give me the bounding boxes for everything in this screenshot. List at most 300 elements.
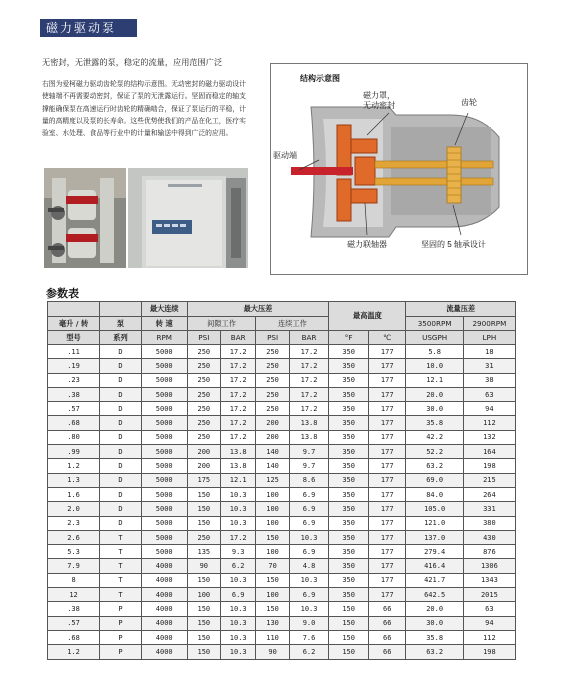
cell-gap-psi: 150 [187,630,220,644]
cell-cont-bar: 13.8 [289,416,329,430]
label-no-seal: 无动密封 [363,101,395,110]
cell-gap-bar: 13.8 [220,459,255,473]
cell-gap-psi: 200 [187,459,220,473]
header-gap-work: 间隙工作 [187,317,256,331]
cell-rpm: 5000 [141,487,187,501]
cell-flow-usgph: 35.8 [406,416,463,430]
table-row [48,602,516,616]
cell-flow-usgph: 63.2 [406,459,463,473]
cell-flow-lph: 331 [463,502,515,516]
cell-flow-usgph: 42.2 [406,430,463,444]
table-row [48,545,516,559]
cell-cont-psi: 70 [256,559,289,573]
cell-gap-bar: 10.3 [220,645,255,659]
cell-rpm: 4000 [141,588,187,602]
cell-cont-psi: 140 [256,459,289,473]
cell-model: 7.9 [48,559,100,573]
header-max-pressure: 最大压差 [187,302,329,317]
cell-cont-bar: 10.3 [289,602,329,616]
cell-flow-lph: 132 [463,430,515,444]
cell-temp-c: 177 [368,573,406,587]
cell-gap-bar: 10.3 [220,573,255,587]
cell-model: 1.2 [48,645,100,659]
table-row [48,345,516,359]
intro-paragraph: 右图为爱柯磁力驱动齿轮泵的结构示意图。无动密封的磁力驱动设计使轴端不再需要动密封，保证了泵的无泄露运行。坚固而稳定的轴支撑能确保泵在高速运行时齿轮的精确啮合，保证了泵运行的平稳，计量的高精度以及泵的长寿命。这些优势使我们的产品在化工，医疗实验室、水处理、食品等行业中的计量和输送中得到广泛的应用。 [42,80,246,138]
cell-gap-bar: 6.9 [220,588,255,602]
header-psi-2: PSI [256,331,289,345]
cell-rpm: 5000 [141,359,187,373]
cell-flow-usgph: 69.0 [406,473,463,487]
cell-cont-psi: 140 [256,445,289,459]
cell-temp-c: 177 [368,559,406,573]
cell-gap-psi: 135 [187,545,220,559]
cell-flow-lph: 94 [463,616,515,630]
cell-series: T [100,530,142,544]
cell-cont-psi: 100 [256,588,289,602]
cell-temp-c: 177 [368,530,406,544]
cell-gap-psi: 100 [187,588,220,602]
cell-flow-lph: 112 [463,416,515,430]
table-row [48,416,516,430]
cell-gap-bar: 17.2 [220,416,255,430]
cell-temp-c: 177 [368,516,406,530]
table-row [48,645,516,659]
cell-flow-usgph: 12.1 [406,373,463,387]
header-empty-1 [48,302,100,317]
table-row [48,573,516,587]
cell-gap-bar: 17.2 [220,373,255,387]
cell-cont-psi: 130 [256,616,289,630]
cell-model: .38 [48,387,100,401]
cell-temp-f: 350 [329,516,369,530]
cell-cont-bar: 9.7 [289,459,329,473]
cell-series: P [100,630,142,644]
table-row [48,387,516,401]
cell-model: .68 [48,416,100,430]
cell-gap-bar: 17.2 [220,387,255,401]
header-max-temp: 最高温度 [329,302,406,331]
cell-gap-psi: 250 [187,430,220,444]
cell-series: D [100,487,142,501]
cell-model: .57 [48,402,100,416]
cell-rpm: 4000 [141,630,187,644]
cell-gap-bar: 17.2 [220,530,255,544]
cell-flow-lph: 63 [463,602,515,616]
cell-rpm: 5000 [141,502,187,516]
cell-cont-bar: 6.9 [289,516,329,530]
cell-flow-lph: 38 [463,373,515,387]
cell-series: T [100,559,142,573]
cell-series: D [100,473,142,487]
cell-flow-usgph: 30.0 [406,402,463,416]
cell-cont-bar: 7.6 [289,630,329,644]
cell-temp-f: 350 [329,487,369,501]
cell-flow-usgph: 10.0 [406,359,463,373]
header-bar-2: BAR [289,331,329,345]
cell-model: 12 [48,588,100,602]
cell-model: .38 [48,602,100,616]
label-bearing-design: 坚固的 5 轴承设计 [421,240,486,249]
header-psi-1: PSI [187,331,220,345]
cell-cont-bar: 6.2 [289,645,329,659]
cell-temp-f: 350 [329,359,369,373]
cell-flow-lph: 1306 [463,559,515,573]
cell-gap-psi: 150 [187,645,220,659]
cell-cont-bar: 6.9 [289,588,329,602]
cell-rpm: 4000 [141,559,187,573]
cell-cont-psi: 250 [256,402,289,416]
cell-cont-bar: 17.2 [289,402,329,416]
cell-model: .19 [48,359,100,373]
cell-flow-usgph: 642.5 [406,588,463,602]
cell-gap-bar: 10.3 [220,516,255,530]
cell-rpm: 5000 [141,387,187,401]
cell-gap-psi: 150 [187,487,220,501]
cell-rpm: 5000 [141,430,187,444]
table-row [48,516,516,530]
cell-model: .23 [48,373,100,387]
cell-temp-c: 177 [368,487,406,501]
cell-rpm: 5000 [141,473,187,487]
cell-flow-lph: 215 [463,473,515,487]
cell-series: P [100,602,142,616]
cell-temp-c: 66 [368,645,406,659]
table-row [48,473,516,487]
cell-gap-bar: 13.8 [220,445,255,459]
cell-rpm: 5000 [141,445,187,459]
cell-temp-f: 350 [329,502,369,516]
cell-model: .68 [48,630,100,644]
header-max-conn: 最大连续 [141,302,187,317]
table-row [48,616,516,630]
cell-temp-f: 350 [329,387,369,401]
cell-cont-psi: 200 [256,416,289,430]
cell-flow-usgph: 421.7 [406,573,463,587]
cell-model: .11 [48,345,100,359]
cell-cont-psi: 250 [256,373,289,387]
cell-temp-f: 350 [329,545,369,559]
cell-flow-lph: 1343 [463,573,515,587]
cell-gap-psi: 175 [187,473,220,487]
params-table-title: 参数表 [46,287,79,300]
header-empty-2 [100,302,142,317]
cell-rpm: 5000 [141,530,187,544]
cell-series: P [100,616,142,630]
cell-temp-f: 350 [329,473,369,487]
cell-rpm: 4000 [141,645,187,659]
cell-temp-c: 177 [368,387,406,401]
cell-series: D [100,502,142,516]
cell-gap-bar: 12.1 [220,473,255,487]
header-rpm2900: 2900RPM [463,317,515,331]
header-bar-1: BAR [220,331,255,345]
cell-flow-lph: 876 [463,545,515,559]
cell-series: D [100,459,142,473]
cell-series: D [100,373,142,387]
cell-cont-bar: 4.8 [289,559,329,573]
structure-diagram-title: 结构示意图 [300,74,340,83]
cell-temp-c: 66 [368,630,406,644]
header-deg-f: °F [329,331,369,345]
cell-gap-psi: 150 [187,602,220,616]
cell-flow-usgph: 84.0 [406,487,463,501]
cell-gap-psi: 250 [187,345,220,359]
cell-temp-f: 350 [329,445,369,459]
cell-cont-bar: 8.6 [289,473,329,487]
cell-gap-psi: 90 [187,559,220,573]
cell-cont-bar: 10.3 [289,573,329,587]
cell-cont-psi: 200 [256,430,289,444]
cell-flow-usgph: 35.8 [406,630,463,644]
cell-flow-lph: 164 [463,445,515,459]
cell-flow-lph: 18 [463,345,515,359]
cell-gap-bar: 17.2 [220,345,255,359]
params-table-body [48,345,516,660]
cell-model: .57 [48,616,100,630]
cell-temp-f: 350 [329,588,369,602]
cell-flow-usgph: 63.2 [406,645,463,659]
cell-series: T [100,573,142,587]
label-magnetic-cover: 磁力罩， [363,91,395,100]
cell-flow-usgph: 20.0 [406,602,463,616]
cell-gap-psi: 150 [187,502,220,516]
cell-temp-c: 177 [368,545,406,559]
cell-cont-psi: 110 [256,630,289,644]
cell-gap-bar: 10.3 [220,616,255,630]
cell-gap-bar: 17.2 [220,402,255,416]
pump-photo-cabinet [128,168,248,268]
table-row [48,530,516,544]
cell-flow-lph: 2015 [463,588,515,602]
cell-cont-bar: 6.9 [289,502,329,516]
cell-gap-psi: 250 [187,530,220,544]
header-pump: 泵 [100,317,142,331]
cell-temp-c: 177 [368,402,406,416]
cell-flow-lph: 94 [463,402,515,416]
cell-cont-bar: 17.2 [289,373,329,387]
cell-cont-psi: 100 [256,545,289,559]
cell-temp-c: 177 [368,459,406,473]
cell-rpm: 5000 [141,416,187,430]
cell-cont-psi: 150 [256,602,289,616]
cell-series: D [100,416,142,430]
cell-gap-psi: 200 [187,445,220,459]
cell-gap-bar: 6.2 [220,559,255,573]
cell-temp-c: 177 [368,359,406,373]
cell-flow-lph: 112 [463,630,515,644]
cell-rpm: 4000 [141,616,187,630]
page-title: 磁力驱动泵 [40,19,137,37]
cell-temp-c: 177 [368,588,406,602]
cell-gap-bar: 9.3 [220,545,255,559]
cell-gap-psi: 150 [187,573,220,587]
cell-flow-usgph: 137.0 [406,530,463,544]
cell-model: 2.0 [48,502,100,516]
table-row [48,630,516,644]
cell-temp-f: 150 [329,602,369,616]
header-ml-rev: 毫升 / 转 [48,317,100,331]
cell-rpm: 5000 [141,373,187,387]
cell-rpm: 4000 [141,602,187,616]
table-row [48,588,516,602]
cell-gap-psi: 250 [187,402,220,416]
label-magnetic-coupling: 磁力联轴器 [347,240,387,249]
cell-model: 2.6 [48,530,100,544]
cell-series: T [100,588,142,602]
cell-series: D [100,445,142,459]
cell-temp-f: 150 [329,630,369,644]
cell-model: 1.6 [48,487,100,501]
parameters-table [47,301,516,660]
header-usgph: USGPH [406,331,463,345]
cell-model: .99 [48,445,100,459]
cell-series: T [100,545,142,559]
cell-temp-f: 350 [329,402,369,416]
cell-series: D [100,516,142,530]
cell-series: D [100,345,142,359]
cell-cont-bar: 17.2 [289,345,329,359]
table-row [48,402,516,416]
cell-model: 1.2 [48,459,100,473]
cell-temp-c: 177 [368,416,406,430]
cell-series: D [100,430,142,444]
header-rpm: RPM [141,331,187,345]
cell-gap-psi: 150 [187,616,220,630]
cell-cont-psi: 100 [256,516,289,530]
cell-temp-f: 150 [329,616,369,630]
cell-temp-f: 350 [329,559,369,573]
cell-temp-f: 350 [329,373,369,387]
cell-temp-f: 150 [329,645,369,659]
cell-gap-psi: 250 [187,416,220,430]
cell-cont-bar: 13.8 [289,430,329,444]
cell-temp-c: 177 [368,373,406,387]
cell-flow-usgph: 416.4 [406,559,463,573]
header-rpm3500: 3500RPM [406,317,463,331]
table-row [48,459,516,473]
table-row [48,445,516,459]
cell-rpm: 4000 [141,573,187,587]
cell-cont-bar: 10.3 [289,530,329,544]
pump-cross-section-diagram [271,85,527,274]
cell-flow-lph: 198 [463,459,515,473]
cell-model: 2.3 [48,516,100,530]
cell-gap-psi: 250 [187,359,220,373]
cell-cont-psi: 100 [256,502,289,516]
cell-cont-psi: 250 [256,387,289,401]
cell-cont-psi: 125 [256,473,289,487]
cell-rpm: 5000 [141,402,187,416]
cell-cont-bar: 6.9 [289,487,329,501]
header-rotation: 转 速 [141,317,187,331]
label-drive-end: 驱动端 [273,151,297,160]
cell-flow-usgph: 30.0 [406,616,463,630]
cell-temp-f: 350 [329,430,369,444]
cell-flow-lph: 198 [463,645,515,659]
cell-cont-psi: 150 [256,573,289,587]
cell-rpm: 5000 [141,516,187,530]
cell-temp-f: 350 [329,416,369,430]
cell-temp-c: 177 [368,502,406,516]
cell-cont-bar: 6.9 [289,545,329,559]
cell-temp-c: 177 [368,345,406,359]
label-gear: 齿轮 [461,98,477,107]
cell-rpm: 5000 [141,545,187,559]
pump-photo-assembly [44,168,126,268]
cell-cont-psi: 150 [256,530,289,544]
cell-gap-bar: 10.3 [220,502,255,516]
cell-flow-usgph: 5.8 [406,345,463,359]
table-row [48,359,516,373]
cell-gap-psi: 150 [187,516,220,530]
cell-flow-usgph: 105.0 [406,502,463,516]
cell-flow-lph: 430 [463,530,515,544]
cell-gap-bar: 10.3 [220,602,255,616]
cell-temp-f: 350 [329,530,369,544]
cell-gap-bar: 10.3 [220,487,255,501]
cell-flow-usgph: 20.0 [406,387,463,401]
header-continuous-work: 连续工作 [256,317,329,331]
cell-series: D [100,387,142,401]
cell-series: P [100,645,142,659]
cell-temp-c: 177 [368,430,406,444]
cell-cont-psi: 250 [256,359,289,373]
cell-series: D [100,359,142,373]
cell-model: .80 [48,430,100,444]
page-subtitle: 无密封，无泄露的泵，稳定的流量，应用范围广泛 [42,57,223,67]
cell-temp-f: 350 [329,345,369,359]
header-flow-pressure: 流量压差 [406,302,516,317]
cell-flow-lph: 380 [463,516,515,530]
header-series: 系列 [100,331,142,345]
cell-flow-lph: 264 [463,487,515,501]
table-row [48,373,516,387]
header-deg-c: ℃ [368,331,406,345]
header-lph: LPH [463,331,515,345]
table-row [48,559,516,573]
cell-temp-f: 350 [329,459,369,473]
cell-cont-bar: 9.7 [289,445,329,459]
cell-rpm: 5000 [141,345,187,359]
cell-gap-bar: 17.2 [220,430,255,444]
cell-flow-usgph: 52.2 [406,445,463,459]
cell-temp-c: 66 [368,616,406,630]
cell-rpm: 5000 [141,459,187,473]
cell-cont-bar: 17.2 [289,387,329,401]
cell-cont-bar: 9.0 [289,616,329,630]
table-row [48,487,516,501]
cell-gap-bar: 10.3 [220,630,255,644]
cell-gap-bar: 17.2 [220,359,255,373]
cell-gap-psi: 250 [187,387,220,401]
cell-flow-lph: 31 [463,359,515,373]
cell-temp-c: 177 [368,445,406,459]
cell-temp-f: 350 [329,573,369,587]
cell-cont-psi: 90 [256,645,289,659]
cell-temp-c: 66 [368,602,406,616]
cell-model: 8 [48,573,100,587]
cell-gap-psi: 250 [187,373,220,387]
cell-cont-psi: 100 [256,487,289,501]
cell-flow-usgph: 121.0 [406,516,463,530]
table-row [48,430,516,444]
cell-flow-lph: 63 [463,387,515,401]
cell-cont-bar: 17.2 [289,359,329,373]
cell-model: 5.3 [48,545,100,559]
cell-flow-usgph: 279.4 [406,545,463,559]
cell-series: D [100,402,142,416]
table-row [48,502,516,516]
